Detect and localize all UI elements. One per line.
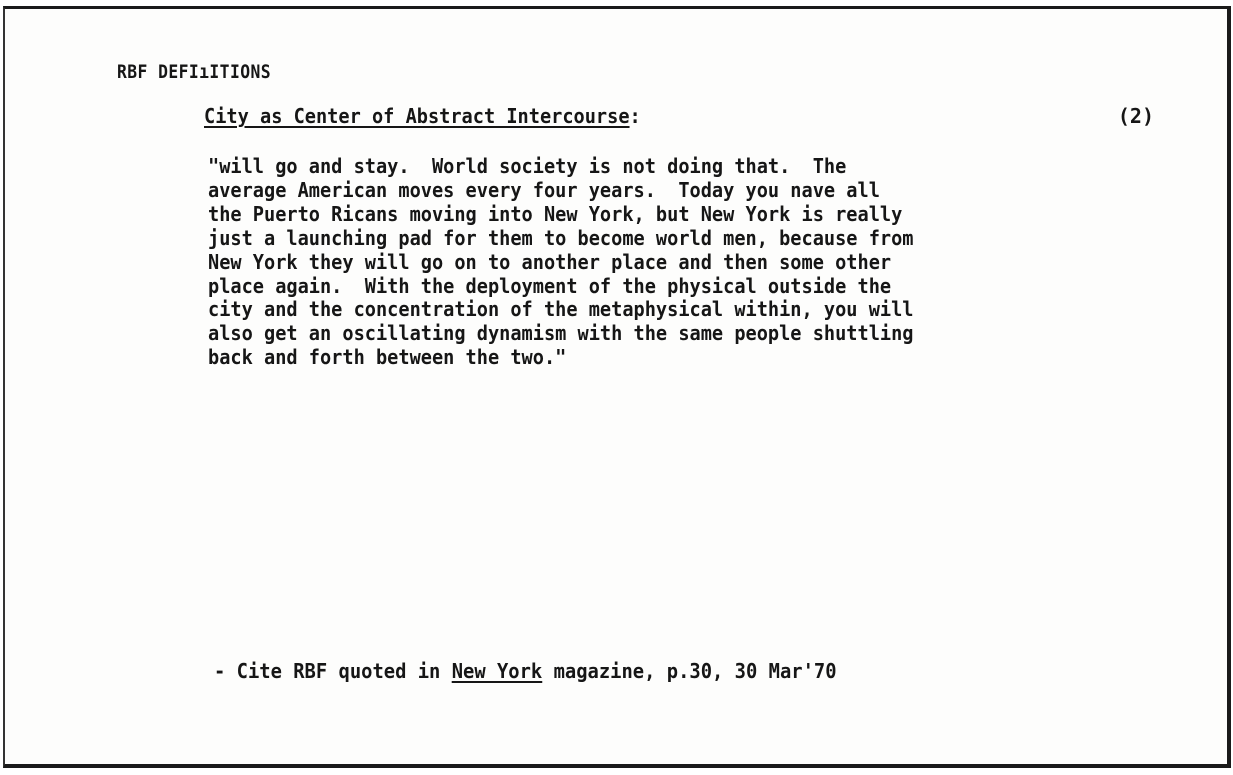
entry-title-colon: : <box>629 104 641 128</box>
title-row <box>204 104 1154 132</box>
quote-block <box>208 155 1208 370</box>
entry-title-text: City as Center of Abstract Intercourse <box>204 104 630 128</box>
quote-line: also get an oscillating dynamism with the same people shuttling <box>208 321 914 346</box>
quote-line: the Puerto Ricans moving into New York, but New York is really <box>208 201 903 226</box>
citation-suffix: magazine, p.30, 30 Mar'70 <box>542 659 837 683</box>
page-number: (2) <box>1117 104 1154 128</box>
quote-line: back and forth between the two." <box>208 345 567 370</box>
quote-line: place again. With the deployment of the physical outside the <box>208 273 892 298</box>
card-header: RBF DEFIıITIONS <box>117 61 272 83</box>
quote-line: "will go and stay. World society is not doing that. The <box>208 154 847 178</box>
definition-card <box>3 6 1231 768</box>
citation <box>214 659 837 683</box>
entry-title <box>204 104 641 128</box>
quote-line: average American moves every four years. Today you nave all <box>208 177 880 202</box>
quote-line: just a launching pad for them to become world men, because from <box>208 225 914 250</box>
citation-publication: New York <box>451 659 543 683</box>
quote-line: city and the concentration of the metaphysical within, you will <box>208 297 914 322</box>
quote-line: New York they will go on to another place and then some other <box>208 249 892 274</box>
citation-prefix: - Cite RBF quoted in <box>214 659 452 683</box>
